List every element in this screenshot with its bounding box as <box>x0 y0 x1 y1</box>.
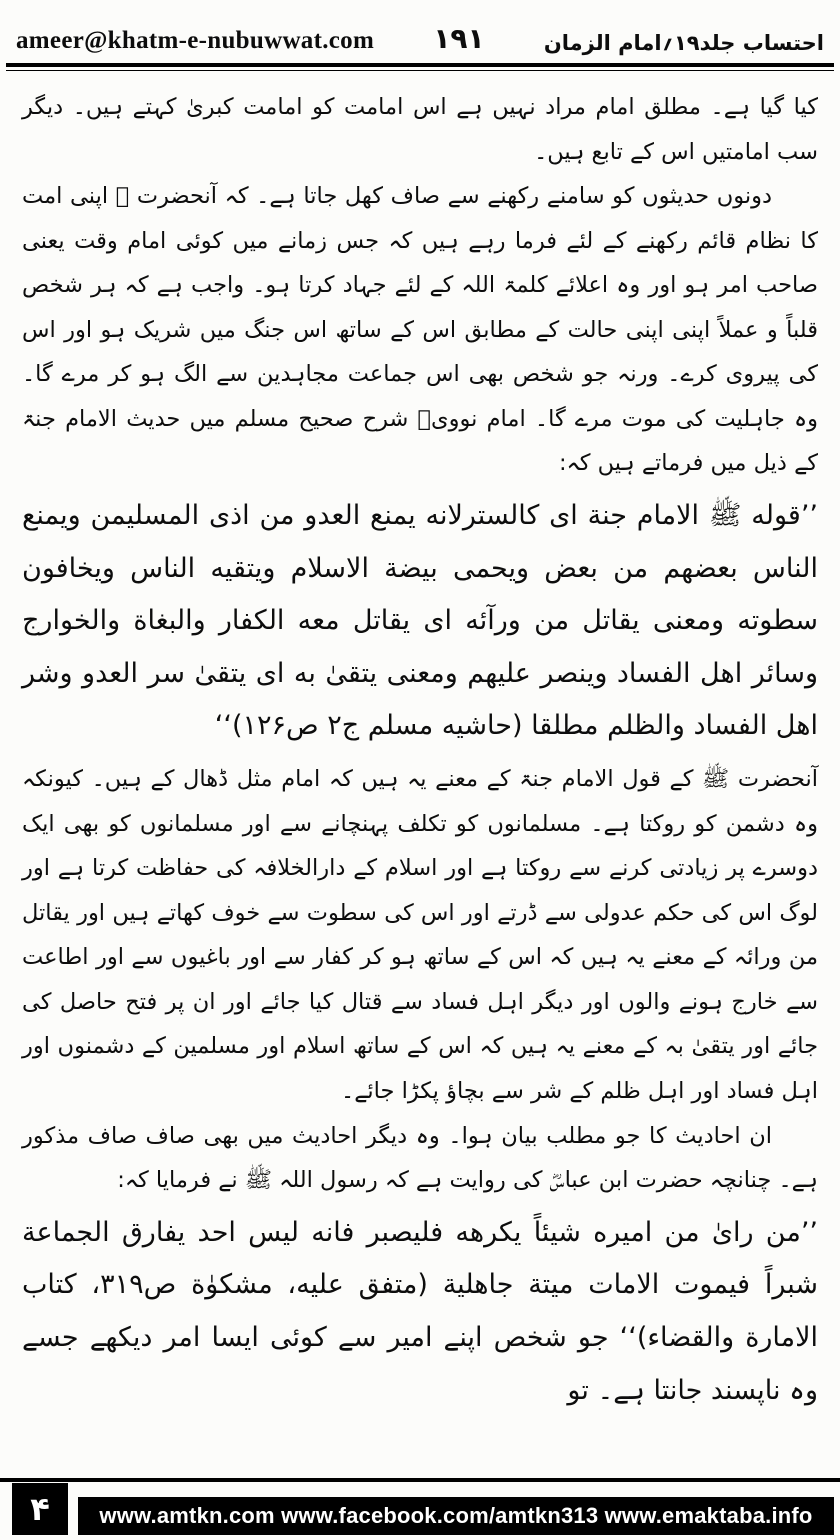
header-book-title: احتساب جلد۱۹؍امام الزمان <box>543 31 824 55</box>
paragraph-urdu: کیا گیا ہے۔ مطلق امام مراد نہیں ہے اس امامت کو امامت کبریٰ کہتے ہیں۔ دیگر سب امامتیں اس کے تابع ہیں۔ <box>22 94 818 165</box>
paragraph-urdu: ان احادیث کا جو مطلب بیان ہوا۔ وہ دیگر احادیث میں بھی صاف صاف مذکور ہے۔ چنانچہ حضرت ابن عباسؓ کی روایت ہے کہ رسول اللہ ﷺ نے فرمایا کہ: <box>22 1122 818 1194</box>
header-email: ameer@khatm-e-nubuwwat.com <box>16 27 375 54</box>
footer-divider <box>0 1478 840 1482</box>
page-footer <box>0 1478 840 1540</box>
page-body <box>0 71 840 1417</box>
paragraph-arabic-quote: ’’قوله ﷺ الامام جنة اى كالسترلانه يمنع العدو من اذى المسليمن ويمنع الناس بعضهم من بعض ويحمى بيضة الاسلام ويتقيه الناس ويخافون سطوته ومعنى يقاتل من ورآئه اى يقاتل معه الكفار والبغاة والخوارج وسائر اهل الفساد وينصر عليهم ومعنى يتقىٰ به اى يتقىٰ سر العدو وشر اهل الفساد والظلم مطلقا (حاشيه مسلم ج۲ ص۱۲۶)‘‘ <box>22 499 818 742</box>
footer-links: www.amtkn.com www.facebook.com/amtkn313 www.emaktaba.info <box>78 1497 834 1535</box>
paragraph-urdu: دونوں حدیثوں کو سامنے رکھنے سے صاف کھل جاتا ہے۔ کہ آنحضرت ﷺ اپنی امت کا نظام قائم رکھنے کے لئے فرما رہے ہیں کہ جس زمانے میں کوئی امام وقت یعنی صاحب امر ہو اور وہ اعلائے کلمۃ اللہ کے لئے جہاد کرتا ہو۔ واجب ہے کہ ہر شخص قلباً و عملاً اپنی اپنی حالت کے مطابق اس کے ساتھ اس جنگ میں شریک ہو اور اس کی پیروی کرے۔ ورنہ جو شخص بھی اس جماعت مجاہدین سے الگ ہو کر مرے گا۔ وہ جاہلیت کی موت مرے گا۔ امام نوویؒ شرح صحیح مسلم میں حدیث الامام جنۃ کے ذیل میں فرماتے ہیں کہ: <box>22 183 818 477</box>
paragraph-urdu-translation: آنحضرت ﷺ کے قول الامام جنۃ کے معنے یہ ہیں کہ امام مثل ڈھال کے ہیں۔ کیونکہ وہ دشمن کو روکتا ہے۔ مسلمانوں کو تکلف پہنچانے سے اور مسلمانوں کو بھی ایک دوسرے پر زیادتی کرنے سے روکتا ہے اور اسلام کے دارالخلافہ کی حفاظت کرتا ہے اور لوگ اس کی حکم عدولی سے ڈرتے اور اس کی سطوت سے خوف کھاتے ہیں اور یقاتل من ورائہ کے معنے یہ ہیں کہ اس کے ساتھ ہو کر کفار سے اور باغیوں سے اور اطاعت سے خارج ہونے والوں اور دیگر اہل فساد سے قتال کیا جائے اور ان پر فتح حاصل کی جائے اور یتقیٰ بہ کے معنے یہ ہیں کہ اس کے ساتھ اسلام اور مسلمین کے دشمنوں اور اہل فساد اور اہل ظلم کے شر سے بچاؤ پکڑا جائے۔ <box>22 766 818 1104</box>
paragraph-arabic-quote: ’’من راىٰ من اميره شيئاً يكرهه فليصبر فانه ليس احد يفارق الجماعة شبراً فيموت الامات ميتة جاهلية (متفق عليه، مشكوٰة ص۳۱۹، كتاب الامارة والقضاء)‘‘ جو شخص اپنے امیر سے کوئی ایسا امر دیکھے جسے وہ ناپسند جانتا ہے۔ تو <box>22 1216 819 1406</box>
header-page-number: ۱۹۱ <box>433 22 485 55</box>
page-header <box>0 0 840 59</box>
footer-page-number: ۴ <box>12 1483 68 1535</box>
header-divider <box>6 63 834 71</box>
